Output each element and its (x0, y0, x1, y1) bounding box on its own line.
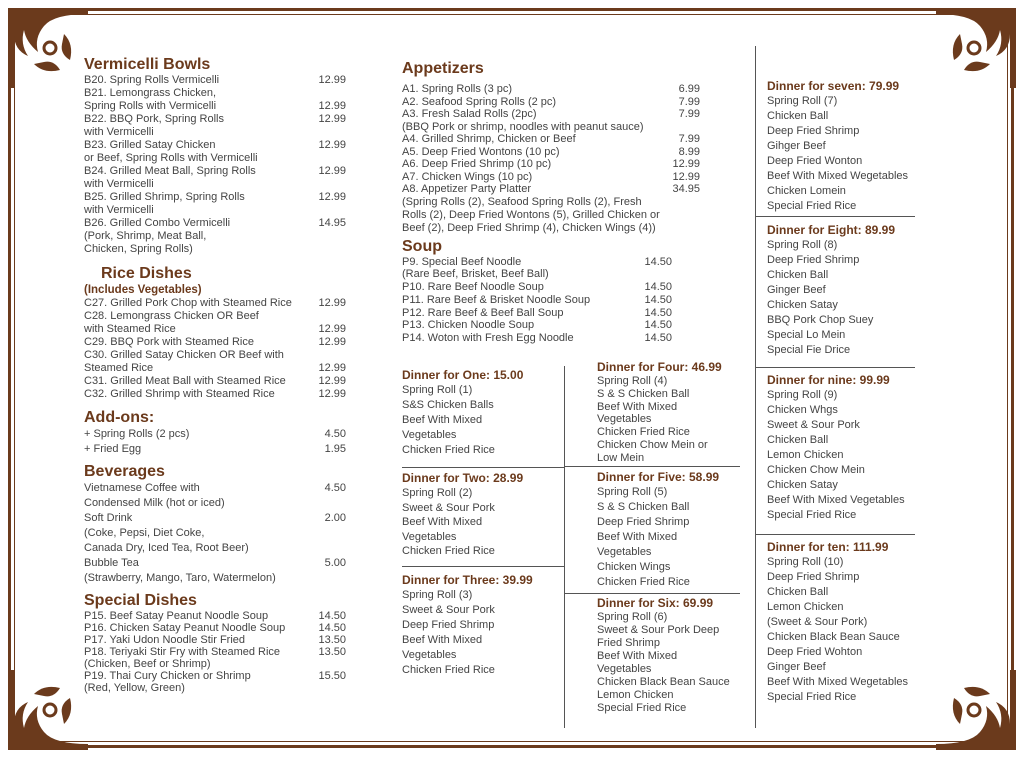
menu-item-price: 7.99 (678, 108, 700, 120)
divider (755, 534, 915, 535)
menu-item-price (312, 178, 346, 191)
menu-item-price: 12.99 (318, 100, 346, 112)
dinner-item: Lemon Chicken (767, 601, 844, 613)
dinner-ten-title: Dinner for ten: 111.99 (767, 540, 889, 554)
menu-item-name: + Fried Egg (84, 443, 142, 455)
menu-item (84, 152, 346, 165)
menu-item (84, 230, 346, 243)
menu-item (84, 204, 346, 217)
menu-item (402, 96, 700, 109)
menu-item (84, 442, 346, 457)
dinner-item: Chicken Black Bean Sauce (597, 676, 730, 688)
menu-item-name: C29. BBQ Pork with Steamed Rice (84, 336, 254, 348)
menu-item-name: P11. Rare Beef & Brisket Noodle Soup (402, 293, 591, 306)
menu-item (84, 297, 346, 310)
menu-item (402, 332, 672, 345)
menu-item (84, 165, 346, 178)
menu-item (84, 310, 346, 323)
menu-item-price (666, 121, 700, 134)
special-title: Special Dishes (84, 592, 197, 609)
menu-item-price: 14.50 (644, 281, 672, 294)
menu-item-name: P13. Chicken Noodle Soup (402, 319, 535, 332)
menu-item-price (312, 310, 346, 323)
dinner-item: Beef With Mixed (402, 414, 483, 426)
menu-item-name: A8. Appetizer Party Platter (402, 183, 532, 195)
dinner-ten (767, 540, 927, 705)
menu-item-name: C28. Lemongrass Chicken OR Beef (84, 310, 259, 322)
menu-item-name: Vietnamese Coffee with (84, 482, 200, 494)
menu-item-price (312, 658, 346, 670)
dinner-item: Lemon Chicken (767, 449, 844, 461)
dinner-seven (767, 79, 927, 214)
menu-item-name: P9. Special Beef Noodle (402, 255, 522, 268)
dinner-nine-title: Dinner for nine: 99.99 (767, 373, 890, 387)
dinner-item: Deep Fried Shrimp (597, 516, 690, 528)
menu-item (84, 526, 346, 541)
menu-item-price: 15.50 (318, 670, 346, 682)
menu-item (84, 511, 346, 526)
dinner-item: Beef With Mixed Wegetables (767, 170, 909, 182)
divider (755, 367, 915, 368)
dinner-item: Chicken Ball (767, 269, 829, 281)
beverages-list (84, 481, 346, 586)
menu-item (84, 670, 346, 682)
left-column (84, 56, 346, 694)
menu-item-price: 12.99 (318, 375, 346, 387)
dinner-item: Spring Roll (4) (597, 375, 668, 387)
menu-item (84, 556, 346, 571)
appetizers-title: Appetizers (402, 60, 484, 77)
dinner-item: Chicken Fried Rice (597, 426, 690, 439)
dinner-item: Chicken Fried Rice (402, 545, 495, 557)
dinner-six-title: Dinner for Six: 69.99 (597, 596, 714, 610)
menu-item (84, 87, 346, 100)
menu-item (84, 349, 346, 362)
dinner-eight-items (767, 238, 927, 358)
divider (402, 467, 564, 468)
menu-item-name: A6. Deep Fried Shrimp (10 pc) (402, 158, 552, 170)
menu-item-name: B26. Grilled Combo Vermicelli (84, 217, 231, 229)
menu-item-name: A4. Grilled Shrimp, Chicken or Beef (402, 133, 576, 145)
menu-item-name: B21. Lemongrass Chicken, (84, 87, 217, 99)
menu-item-name: Soft Drink (84, 512, 133, 524)
menu-item-price: 14.95 (318, 217, 346, 229)
special-list (84, 610, 346, 694)
dinner-item: Chicken Satay (767, 299, 838, 311)
menu-item-name: (Pork, Shrimp, Meat Ball, (84, 230, 207, 242)
menu-item (84, 74, 346, 87)
menu-item-price: 6.99 (678, 83, 700, 95)
dinner-one-title: Dinner for One: 15.00 (402, 368, 524, 382)
dinner-item: Vegetables (597, 413, 652, 426)
appetizers-list (402, 83, 700, 196)
platter-description (402, 196, 700, 235)
menu-item-name: with Vermicelli (84, 126, 154, 138)
dinner-three (402, 573, 562, 678)
menu-item-name: P12. Rare Beef & Beef Ball Soup (402, 306, 564, 319)
menu-item-name: Spring Rolls with Vermicelli (84, 100, 217, 112)
menu-item-price: 12.99 (318, 165, 346, 177)
menu-item (84, 541, 346, 556)
dinner-item: Vegetables (402, 649, 457, 661)
menu-item (402, 121, 700, 134)
menu-item-name: B24. Grilled Meat Ball, Spring Rolls (84, 165, 256, 177)
dinner-item: Deep Fried Shrimp (402, 619, 495, 631)
menu-item-price: 14.50 (644, 332, 672, 345)
menu-item (84, 622, 346, 634)
menu-item (84, 336, 346, 349)
divider (755, 46, 756, 728)
dinner-nine (767, 373, 927, 523)
menu-item-name: Chicken, Spring Rolls) (84, 243, 193, 255)
menu-item (402, 171, 700, 184)
menu-item (84, 100, 346, 113)
menu-item-price (312, 230, 346, 243)
menu-item (84, 191, 346, 204)
dinner-seven-items (767, 94, 927, 214)
menu-item-name: A5. Deep Fried Wontons (10 pc) (402, 145, 560, 158)
rice-list (84, 297, 346, 401)
dinner-item: Sweet & Sour Pork (402, 501, 495, 514)
menu-item (402, 83, 700, 96)
dinner-item: Spring Roll (5) (597, 486, 668, 498)
menu-item (402, 256, 672, 269)
dinner-item: Sweet & Sour Pork Deep (597, 624, 720, 636)
menu-item (84, 658, 346, 670)
dinner-item: Spring Roll (10) (767, 556, 844, 568)
menu-item-name: (Rare Beef, Brisket, Beef Ball) (402, 268, 549, 281)
dinner-item: Vegetables (402, 530, 457, 543)
dinner-item: Beef With Mixed (597, 650, 678, 662)
dinner-item: Chicken Fried Rice (402, 664, 495, 676)
dinner-item: Deep Fried Wohton (767, 646, 863, 658)
menu-item-price: 14.50 (644, 319, 672, 332)
menu-item-name: P15. Beef Satay Peanut Noodle Soup (84, 610, 269, 622)
corner-ornament-icon (4, 666, 92, 754)
menu-item (402, 294, 672, 307)
menu-item-price: 7.99 (678, 95, 700, 108)
menu-item-name: Bubble Tea (84, 557, 139, 569)
menu-item-name: Condensed Milk (hot or iced) (84, 497, 225, 509)
menu-item (402, 307, 672, 320)
menu-item (402, 146, 700, 159)
dinner-item: Spring Roll (3) (402, 589, 473, 601)
dinner-item: S & S Chicken Ball (597, 501, 690, 513)
menu-item-price (312, 87, 346, 100)
dinner-item: Fried Shrimp (597, 637, 660, 649)
menu-item (402, 133, 700, 146)
menu-item-price: 34.95 (672, 183, 700, 195)
menu-item-name: (Red, Yellow, Green) (84, 682, 185, 694)
menu-item-price: 14.50 (644, 255, 672, 268)
menu-item-price: 12.99 (318, 297, 346, 309)
menu-item (84, 126, 346, 139)
corner-ornament-icon (932, 4, 1020, 92)
dinner-item: Special Fried Rice (767, 200, 857, 212)
rice-title: Rice Dishes (101, 265, 192, 282)
menu-item (84, 323, 346, 336)
dinner-item: Beef With Mixed Vegetables (767, 494, 905, 506)
description-line: (Spring Rolls (2), Seafood Spring Rolls (2), Fresh (402, 195, 642, 208)
menu-item-name: P19. Thai Cury Chicken or Shrimp (84, 670, 251, 682)
dinner-item: Spring Roll (2) (402, 487, 473, 499)
corner-ornament-icon (4, 4, 92, 92)
dinner-item: Chicken Fried Rice (402, 444, 495, 456)
dinner-item: S & S Chicken Ball (597, 387, 690, 400)
divider (564, 466, 740, 467)
dinner-item: Chicken Fried Rice (597, 576, 690, 588)
description-line: Beef (2), Deep Fried Shrimp (4), Chicken Wings (4)) (402, 221, 656, 234)
menu-item (402, 183, 700, 196)
divider (402, 566, 564, 567)
dinner-item: Beef With Mixed (402, 516, 483, 528)
menu-item-price: 4.50 (324, 428, 346, 440)
menu-item-name: P14. Woton with Fresh Egg Noodle (402, 332, 574, 345)
menu-item-price: 14.50 (644, 306, 672, 319)
menu-item-name: A3. Fresh Salad Rolls (2pc) (402, 108, 537, 120)
menu-item-name: (BBQ Pork or shrimp, noodles with peanut sauce) (402, 120, 644, 133)
dinner-item: S&S Chicken Balls (402, 399, 494, 411)
menu-item-name: with Vermicelli (84, 204, 154, 216)
menu-item-price (312, 243, 346, 256)
dinner-one-items (402, 383, 562, 458)
menu-item-price: 12.99 (318, 139, 346, 151)
menu-item-price: 8.99 (678, 145, 700, 158)
menu-item (84, 481, 346, 496)
menu-item (402, 319, 672, 332)
dinner-item: Spring Roll (8) (767, 239, 838, 251)
menu-item-price (312, 571, 346, 586)
dinner-four (597, 360, 747, 465)
dinner-item: Ginger Beef (767, 284, 826, 296)
menu-item-price (312, 349, 346, 362)
menu-item-name: P18. Teriyaki Stir Fry with Steamed Rice (84, 646, 281, 658)
dinner-item: Beef With Mixed (597, 531, 678, 543)
menu-item (402, 281, 672, 294)
dinner-two (402, 471, 562, 559)
dinner-item: Chicken Ball (767, 586, 829, 598)
menu-item-price: 12.99 (318, 191, 346, 203)
dinner-item: Deep Fried Wonton (767, 155, 863, 167)
dinner-item: (Sweet & Sour Pork) (767, 616, 868, 628)
menu-item-name: C31. Grilled Meat Ball with Steamed Rice (84, 375, 286, 387)
dinner-four-items (597, 375, 747, 465)
menu-item-price: 12.99 (318, 323, 346, 335)
menu-item-price: 5.00 (324, 557, 346, 569)
menu-item-name: (Coke, Pepsi, Diet Coke, (84, 527, 205, 539)
menu-item (84, 571, 346, 586)
dinner-item: Ginger Beef (767, 661, 826, 673)
menu-item-name: B20. Spring Rolls Vermicelli (84, 74, 220, 86)
dinner-item: Deep Fried Shrimp (767, 125, 860, 137)
dinner-item: Chicken Whgs (767, 404, 838, 416)
dinner-item: Special Fried Rice (767, 509, 857, 521)
dinner-item: Vegetables (402, 429, 457, 441)
vermicelli-list (84, 74, 346, 256)
dinner-two-items (402, 486, 562, 559)
dinner-item: BBQ Pork Chop Suey (767, 314, 874, 326)
description-line: Rolls (2), Deep Fried Wontons (5), Grilled Chicken or (402, 208, 660, 221)
dinner-item: Vegetables (597, 663, 652, 675)
menu-item-price: 12.99 (672, 158, 700, 170)
menu-item-price: 14.50 (644, 293, 672, 306)
menu-item (84, 388, 346, 401)
menu-item-name: with Steamed Rice (84, 323, 176, 335)
menu-item-price: 14.50 (318, 622, 346, 634)
menu-item-name: B22. BBQ Pork, Spring Rolls (84, 113, 225, 125)
menu-item-price: 2.00 (324, 512, 346, 524)
menu-item (402, 268, 672, 281)
dinner-seven-title: Dinner for seven: 79.99 (767, 79, 900, 93)
dinner-six (597, 596, 747, 715)
beverages-title: Beverages (84, 463, 165, 480)
menu-item-name: B25. Grilled Shrimp, Spring Rolls (84, 191, 245, 203)
menu-item-price (312, 526, 346, 541)
menu-item-price (638, 268, 672, 281)
dinner-item: Deep Fried Shrimp (767, 571, 860, 583)
menu-item-price: 12.99 (318, 113, 346, 125)
addons-list (84, 427, 346, 457)
dinner-item: Chicken Satay (767, 479, 838, 491)
menu-item (84, 427, 346, 442)
menu-item (84, 610, 346, 622)
menu-item-name: C32. Grilled Shrimp with Steamed Rice (84, 388, 275, 400)
dinner-item: Special Fie Drice (767, 344, 851, 356)
dinner-item: Chicken Chow Mein (767, 464, 865, 476)
menu-item (402, 108, 700, 121)
menu-item-name: + Spring Rolls (2 pcs) (84, 428, 190, 440)
menu-item (84, 375, 346, 388)
menu-item-price (312, 682, 346, 694)
dinner-ten-items (767, 555, 927, 705)
dinner-item: Chicken Chow Mein or (597, 438, 708, 451)
dinner-item: Spring Roll (9) (767, 389, 838, 401)
menu-item-price: 14.50 (318, 610, 346, 622)
dinner-item: Special Fried Rice (767, 691, 857, 703)
dinner-one (402, 368, 562, 458)
dinner-item: Gihger Beef (767, 140, 826, 152)
menu-item-price (312, 541, 346, 556)
menu-item (84, 362, 346, 375)
menu-item (402, 158, 700, 171)
dinner-five-title: Dinner for Five: 58.99 (597, 470, 720, 484)
divider (755, 216, 915, 217)
menu-item (84, 113, 346, 126)
menu-item-name: (Strawberry, Mango, Taro, Watermelon) (84, 572, 276, 584)
middle-column (402, 60, 700, 345)
menu-item-price: 7.99 (678, 133, 700, 145)
dinner-nine-items (767, 388, 927, 523)
menu-item-name: Canada Dry, Iced Tea, Root Beer) (84, 542, 249, 554)
dinner-item: Chicken Ball (767, 110, 829, 122)
dinner-item: Chicken Wings (597, 561, 671, 573)
menu-item (84, 139, 346, 152)
menu-item (84, 178, 346, 191)
dinner-item: Vegetables (597, 546, 652, 558)
dinner-item: Lemon Chicken (597, 689, 674, 701)
divider (564, 366, 565, 728)
menu-item-price: 12.99 (318, 74, 346, 86)
dinner-item: Deep Fried Shrimp (767, 254, 860, 266)
menu-item-price (312, 496, 346, 511)
soup-title: Soup (402, 237, 442, 255)
menu-item-name: B23. Grilled Satay Chicken (84, 139, 216, 151)
menu-item-name: C27. Grilled Pork Chop with Steamed Rice (84, 297, 292, 309)
dinner-item: Spring Roll (7) (767, 95, 838, 107)
menu-item-price: 12.99 (318, 388, 346, 400)
menu-item-name: Steamed Rice (84, 362, 154, 374)
menu-item (84, 243, 346, 256)
menu-item-price (312, 152, 346, 165)
dinner-two-title: Dinner for Two: 28.99 (402, 471, 524, 485)
dinner-item: Spring Roll (1) (402, 384, 473, 396)
dinner-five-items (597, 485, 747, 590)
rice-subtitle: (Includes Vegetables) (84, 284, 202, 296)
corner-ornament-icon (932, 666, 1020, 754)
dinner-item: Chicken Lomein (767, 185, 846, 197)
menu-item-name: (Chicken, Beef or Shrimp) (84, 658, 211, 670)
menu-item-name: A2. Seafood Spring Rolls (2 pc) (402, 95, 557, 108)
soup-list (402, 256, 672, 346)
dinner-item: Sweet & Sour Pork (767, 419, 860, 431)
dinner-item: Sweet & Sour Pork (402, 604, 495, 616)
menu-item-price (312, 126, 346, 139)
menu-item-name: with Vermicelli (84, 178, 154, 190)
dinner-item: Low Mein (597, 451, 645, 464)
menu-item-name: C30. Grilled Satay Chicken OR Beef with (84, 349, 284, 361)
menu-item-price: 12.99 (318, 362, 346, 374)
menu-item (84, 646, 346, 658)
dinner-item: Chicken Ball (767, 434, 829, 446)
vermicelli-title: Vermicelli Bowls (84, 56, 211, 73)
dinner-eight-title: Dinner for Eight: 89.99 (767, 223, 896, 237)
menu-item-price: 1.95 (324, 443, 346, 455)
dinner-item: Beef With Mixed Wegetables (767, 676, 909, 688)
menu-item-name: P17. Yaki Udon Noodle Stir Fried (84, 634, 246, 646)
dinner-item: Beef With Mixed (597, 400, 678, 413)
menu-item-name: A7. Chicken Wings (10 pc) (402, 170, 533, 183)
menu-item-name: or Beef, Spring Rolls with Vermicelli (84, 152, 258, 164)
menu-item-price: 13.50 (318, 634, 346, 646)
dinner-three-title: Dinner for Three: 39.99 (402, 573, 533, 587)
dinner-item: Beef With Mixed (402, 634, 483, 646)
menu-item (84, 217, 346, 230)
menu-item-price (312, 204, 346, 217)
dinner-three-items (402, 588, 562, 678)
menu-item-name: P10. Rare Beef Noodle Soup (402, 281, 544, 294)
dinner-item: Special Fried Rice (597, 702, 687, 714)
menu-item-name: A1. Spring Rolls (3 pc) (402, 83, 513, 95)
menu-item-price: 13.50 (318, 646, 346, 658)
menu-item (84, 634, 346, 646)
dinner-item: Chicken Black Bean Sauce (767, 631, 900, 643)
menu-item-name: P16. Chicken Satay Peanut Noodle Soup (84, 622, 286, 634)
menu-item (84, 496, 346, 511)
dinner-four-title: Dinner for Four: 46.99 (597, 360, 722, 374)
dinner-item: Special Lo Mein (767, 329, 846, 341)
divider (564, 593, 740, 594)
menu-item (84, 682, 346, 694)
dinner-five (597, 470, 747, 590)
dinner-item: Spring Roll (6) (597, 611, 668, 623)
dinner-eight (767, 223, 927, 358)
menu-item-price: 12.99 (672, 170, 700, 183)
menu-item-price: 12.99 (318, 336, 346, 348)
addons-title: Add-ons: (84, 409, 155, 426)
dinner-six-items (597, 611, 747, 715)
menu-item-price: 4.50 (324, 482, 346, 494)
